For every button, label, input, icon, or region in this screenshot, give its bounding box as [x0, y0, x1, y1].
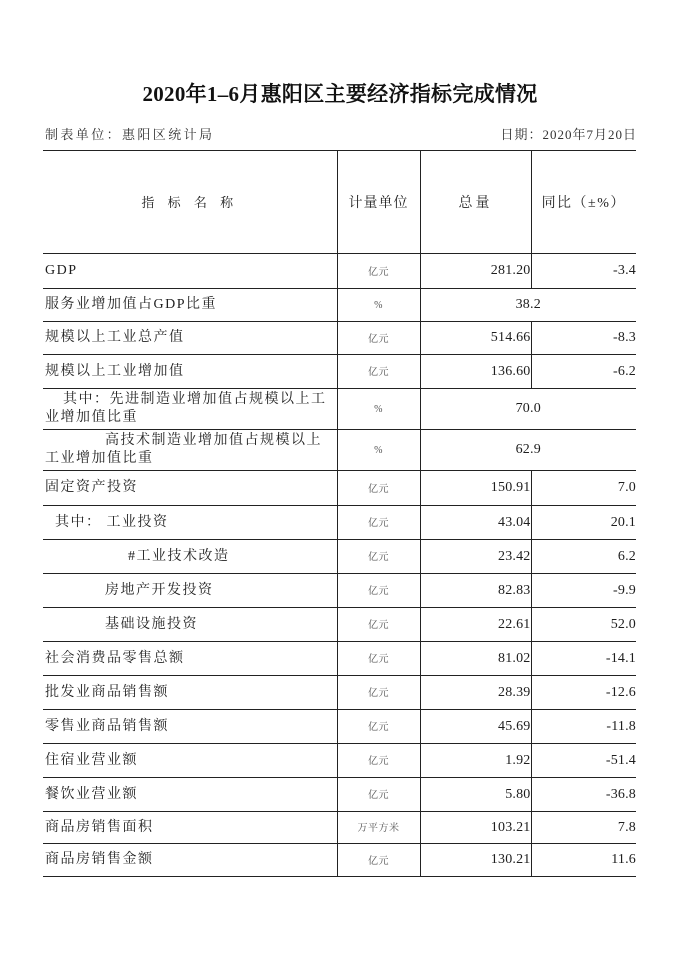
- table-row: [43, 608, 636, 642]
- total-value: 43.04: [498, 514, 531, 530]
- indicator-name-cell: [43, 322, 337, 355]
- header-total: 总量: [420, 151, 531, 254]
- unit-cell: [337, 389, 420, 430]
- total-value: 45.69: [498, 718, 531, 734]
- unit-value: 亿元: [368, 855, 389, 867]
- indicator-name-cell: [43, 844, 337, 877]
- indicator-name: 规模以上工业总产值: [45, 330, 185, 345]
- unit-value: 亿元: [368, 266, 389, 278]
- yoy-value: -14.1: [605, 650, 636, 666]
- indicator-name: 房地产开发投资: [105, 582, 214, 598]
- unit-value: 亿元: [368, 483, 389, 495]
- indicator-name: 零售业商品销售额: [45, 718, 169, 734]
- table-row: [43, 506, 636, 540]
- yoy-value: -36.8: [605, 786, 636, 802]
- table-row: [43, 430, 636, 471]
- unit-cell: [337, 642, 420, 676]
- unit-cell: [337, 608, 420, 642]
- yoy-value: -51.4: [605, 752, 636, 768]
- unit-cell: [337, 322, 420, 355]
- total-cell: [420, 744, 531, 778]
- total-value: 82.83: [498, 582, 531, 598]
- total-cell: [420, 778, 531, 812]
- yoy-value: -12.6: [605, 684, 636, 700]
- yoy-cell: [531, 608, 636, 642]
- unit-cell: [337, 574, 420, 608]
- unit-cell: [337, 844, 420, 877]
- yoy-cell: [531, 322, 636, 355]
- unit-value: 亿元: [368, 552, 389, 563]
- indicator-name-cell: [43, 540, 337, 574]
- yoy-value: -8.3: [613, 330, 636, 345]
- yoy-value: 7.8: [617, 819, 636, 835]
- unit-cell: [337, 744, 420, 778]
- table-row: [43, 844, 636, 877]
- yoy-cell: [531, 506, 636, 540]
- table-row: [43, 322, 636, 355]
- total-value: 23.42: [498, 548, 531, 564]
- indicators-table: [43, 150, 636, 877]
- unit-cell: [337, 430, 420, 471]
- table-row: [43, 642, 636, 676]
- unit-cell: [337, 289, 420, 322]
- table-row: [43, 744, 636, 778]
- unit-value: 亿元: [368, 790, 389, 801]
- indicator-name-cell: [43, 744, 337, 778]
- table-row: [43, 812, 636, 844]
- report-date: 日期：2020年7月20日: [500, 127, 637, 142]
- indicator-name: #工业技术改造: [128, 548, 230, 564]
- table-row: [43, 355, 636, 389]
- unit-cell: [337, 506, 420, 540]
- indicator-name: 批发业商品销售额: [45, 684, 169, 700]
- table-row: [43, 389, 636, 430]
- unit-cell: [337, 355, 420, 389]
- yoy-cell: [531, 642, 636, 676]
- total-value: 514.66: [490, 330, 531, 345]
- yoy-cell: [531, 254, 636, 289]
- yoy-value: -9.9: [613, 582, 636, 598]
- unit-value: 亿元: [368, 620, 389, 631]
- indicator-name: 餐饮业营业额: [45, 786, 138, 802]
- total-cell: [420, 574, 531, 608]
- total-value: 28.39: [498, 684, 531, 700]
- indicator-name-cell: [43, 430, 337, 471]
- yoy-value: 11.6: [611, 852, 636, 867]
- yoy-cell: [531, 676, 636, 710]
- total-cell: [420, 844, 531, 877]
- total-cell: [420, 254, 531, 289]
- total-value: 130.21: [490, 852, 531, 867]
- header-yoy: 同比（±%）: [531, 151, 636, 254]
- unit-value: 亿元: [368, 367, 389, 378]
- indicator-name: 基础设施投资: [105, 616, 198, 632]
- total-cell: [420, 322, 531, 355]
- unit-value: 亿元: [368, 333, 389, 345]
- indicator-name: GDP: [45, 263, 78, 278]
- yoy-value: -3.4: [613, 263, 636, 278]
- indicator-name: 固定资产投资: [45, 480, 138, 495]
- indicator-name: 住宿业营业额: [45, 752, 138, 768]
- yoy-value: -6.2: [613, 363, 636, 379]
- unit-value: 亿元: [368, 586, 389, 597]
- yoy-cell: [531, 844, 636, 877]
- yoy-value: 6.2: [617, 548, 636, 564]
- merged-value: 38.2: [515, 297, 541, 312]
- header-indicator-name: 指 标 名 称: [43, 151, 337, 254]
- unit-cell: [337, 676, 420, 710]
- total-value: 81.02: [498, 650, 531, 666]
- indicator-name-cell: [43, 642, 337, 676]
- merged-value-cell: [420, 430, 636, 471]
- indicator-name-cell: [43, 471, 337, 506]
- unit-value: 亿元: [368, 756, 389, 767]
- indicator-name: 社会消费品零售总额: [45, 650, 185, 666]
- indicator-name: 规模以上工业增加值: [45, 363, 185, 379]
- yoy-cell: [531, 355, 636, 389]
- merged-value: 70.0: [515, 401, 541, 416]
- total-value: 281.20: [490, 263, 531, 278]
- table-row: [43, 778, 636, 812]
- indicator-name-cell: [43, 812, 337, 844]
- total-cell: [420, 355, 531, 389]
- unit-value: 亿元: [368, 518, 389, 529]
- unit-cell: [337, 471, 420, 506]
- indicator-name-cell: [43, 389, 337, 430]
- indicator-name: 商品房销售金额: [45, 852, 154, 867]
- table-row: [43, 471, 636, 506]
- unit-value: 万平方米: [357, 823, 400, 834]
- merged-value: 62.9: [515, 442, 541, 457]
- indicator-name-cell: [43, 254, 337, 289]
- unit-cell: [337, 710, 420, 744]
- yoy-cell: [531, 471, 636, 506]
- yoy-cell: [531, 744, 636, 778]
- total-value: 150.91: [490, 480, 531, 495]
- total-value: 136.60: [490, 363, 531, 379]
- total-cell: [420, 676, 531, 710]
- indicator-name: 其中： 工业投资: [55, 514, 169, 530]
- unit-cell: [337, 778, 420, 812]
- unit-cell: [337, 812, 420, 844]
- unit-value: 亿元: [368, 654, 389, 665]
- yoy-cell: [531, 540, 636, 574]
- yoy-cell: [531, 710, 636, 744]
- total-value: 1.92: [505, 752, 531, 768]
- table-row: [43, 676, 636, 710]
- indicator-name-cell: [43, 676, 337, 710]
- table-row: [43, 574, 636, 608]
- page-title: 2020年1–6月惠阳区主要经济指标完成情况: [142, 82, 538, 106]
- total-value: 103.21: [490, 819, 531, 835]
- indicator-name: 服务业增加值占GDP比重: [45, 297, 218, 312]
- table-row: [43, 254, 636, 289]
- indicator-name-cell: [43, 608, 337, 642]
- total-cell: [420, 642, 531, 676]
- unit-value: 亿元: [368, 722, 389, 733]
- indicator-name-cell: [43, 289, 337, 322]
- table-header-row: [43, 151, 636, 254]
- yoy-value: 7.0: [617, 480, 636, 495]
- total-cell: [420, 710, 531, 744]
- indicator-name-cell: [43, 710, 337, 744]
- indicator-name-cell: [43, 506, 337, 540]
- yoy-value: 52.0: [610, 616, 636, 632]
- yoy-value: 20.1: [610, 514, 636, 530]
- unit-cell: [337, 254, 420, 289]
- total-cell: [420, 540, 531, 574]
- total-cell: [420, 471, 531, 506]
- yoy-cell: [531, 574, 636, 608]
- compiling-unit: 制表单位：惠阳区统计局: [45, 127, 215, 142]
- unit-value: %: [374, 445, 383, 456]
- total-cell: [420, 608, 531, 642]
- indicator-name: 其中：先进制造业增加值占规模以上工业增加值比重: [45, 392, 327, 425]
- merged-value-cell: [420, 289, 636, 322]
- yoy-cell: [531, 812, 636, 844]
- indicator-name-cell: [43, 778, 337, 812]
- indicator-name-cell: [43, 355, 337, 389]
- yoy-cell: [531, 778, 636, 812]
- yoy-value: -11.8: [606, 718, 636, 734]
- total-value: 22.61: [498, 616, 531, 632]
- unit-value: %: [374, 300, 383, 311]
- merged-value-cell: [420, 389, 636, 430]
- unit-cell: [337, 540, 420, 574]
- table-row: [43, 540, 636, 574]
- indicator-name: 商品房销售面积: [45, 819, 154, 835]
- total-value: 5.80: [505, 786, 531, 802]
- unit-value: %: [374, 404, 383, 415]
- total-cell: [420, 506, 531, 540]
- table-row: [43, 289, 636, 322]
- indicator-name-cell: [43, 574, 337, 608]
- total-cell: [420, 812, 531, 844]
- header-unit: 计量单位: [337, 151, 420, 254]
- table-row: [43, 710, 636, 744]
- unit-value: 亿元: [368, 688, 389, 699]
- indicator-name: 高技术制造业增加值占规模以上工业增加值比重: [45, 433, 322, 466]
